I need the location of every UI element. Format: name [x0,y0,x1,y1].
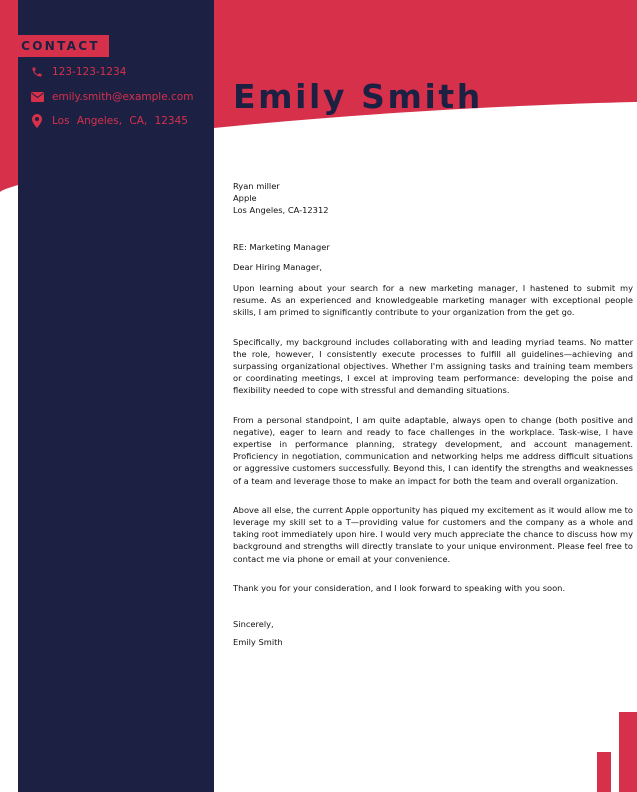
recipient-name: Ryan miller [233,181,280,191]
contact-heading: CONTACT [12,35,109,57]
paragraph: Specifically, my background includes collaborating with and leading myriad teams. No matter the role, however, I consistently execute processes to fulfill all guidelines—achieving and surpassing organizational objectives. Whether I'm assigning tasks and training team members or coordinating meetings, I excel at improving team performance: developing the poise and flexibility needed to cope with stressful and demanding situations. [233,336,633,396]
applicant-name: Emily Smith [233,77,483,116]
phone-icon [30,65,44,79]
paragraph: Above all else, the current Apple opportunity has piqued my excitement as it would allow me to leverage my skill set to a T—providing value for customers and the company as a whole and taking root immediately upon hire. I would very much appreciate the chance to discuss how my background and strengths will directly translate to your unique environment. Please feel free to contact me via phone or email at your convenience. [233,504,633,564]
location-text: Los Angeles, CA, 12345 [52,115,188,127]
contact-email [30,90,193,104]
closing-line: Thank you for your consideration, and I look forward to speaking with you soon. [233,582,566,593]
recipient-company: Apple [233,193,257,204]
signoff: Sincerely, [233,619,274,630]
decorative-bar [597,752,611,792]
signature-name: Emily Smith [233,637,283,648]
phone-number: 123-123-1234 [52,66,127,78]
recipient-address: Los Angeles, CA-12312 [233,205,329,216]
map-pin-icon [30,114,44,128]
letter-body [233,180,633,648]
paragraph: Upon learning about your search for a new marketing manager, I hastened to submit my resume. As an experienced and knowledgeable marketing manager with exceptional people skills, I am primed to significantly contribute to your organization from the get go. [233,283,633,318]
envelope-icon [30,90,44,104]
subject-line: RE: Marketing Manager [233,241,330,252]
paragraph: From a personal standpoint, I am quite adaptable, always open to change (both positive and negative), eager to learn and ready to face challenges in the workplace. Task-wise, I have expertise in performance planning, strategy development, and account management. Proficiency in negotiation, communication and networking helps me address difficult situations or aggressive customers successfully. Beyond this, I can identify the strengths and weaknesses of a team and leverage those to make an impact for both the team and overall organization. [233,414,633,486]
decorative-bar [619,712,637,792]
contact-location [30,114,188,128]
email-address: emily.smith@example.com [52,91,194,103]
salutation: Dear Hiring Manager, [233,261,323,272]
contact-phone [30,65,126,79]
